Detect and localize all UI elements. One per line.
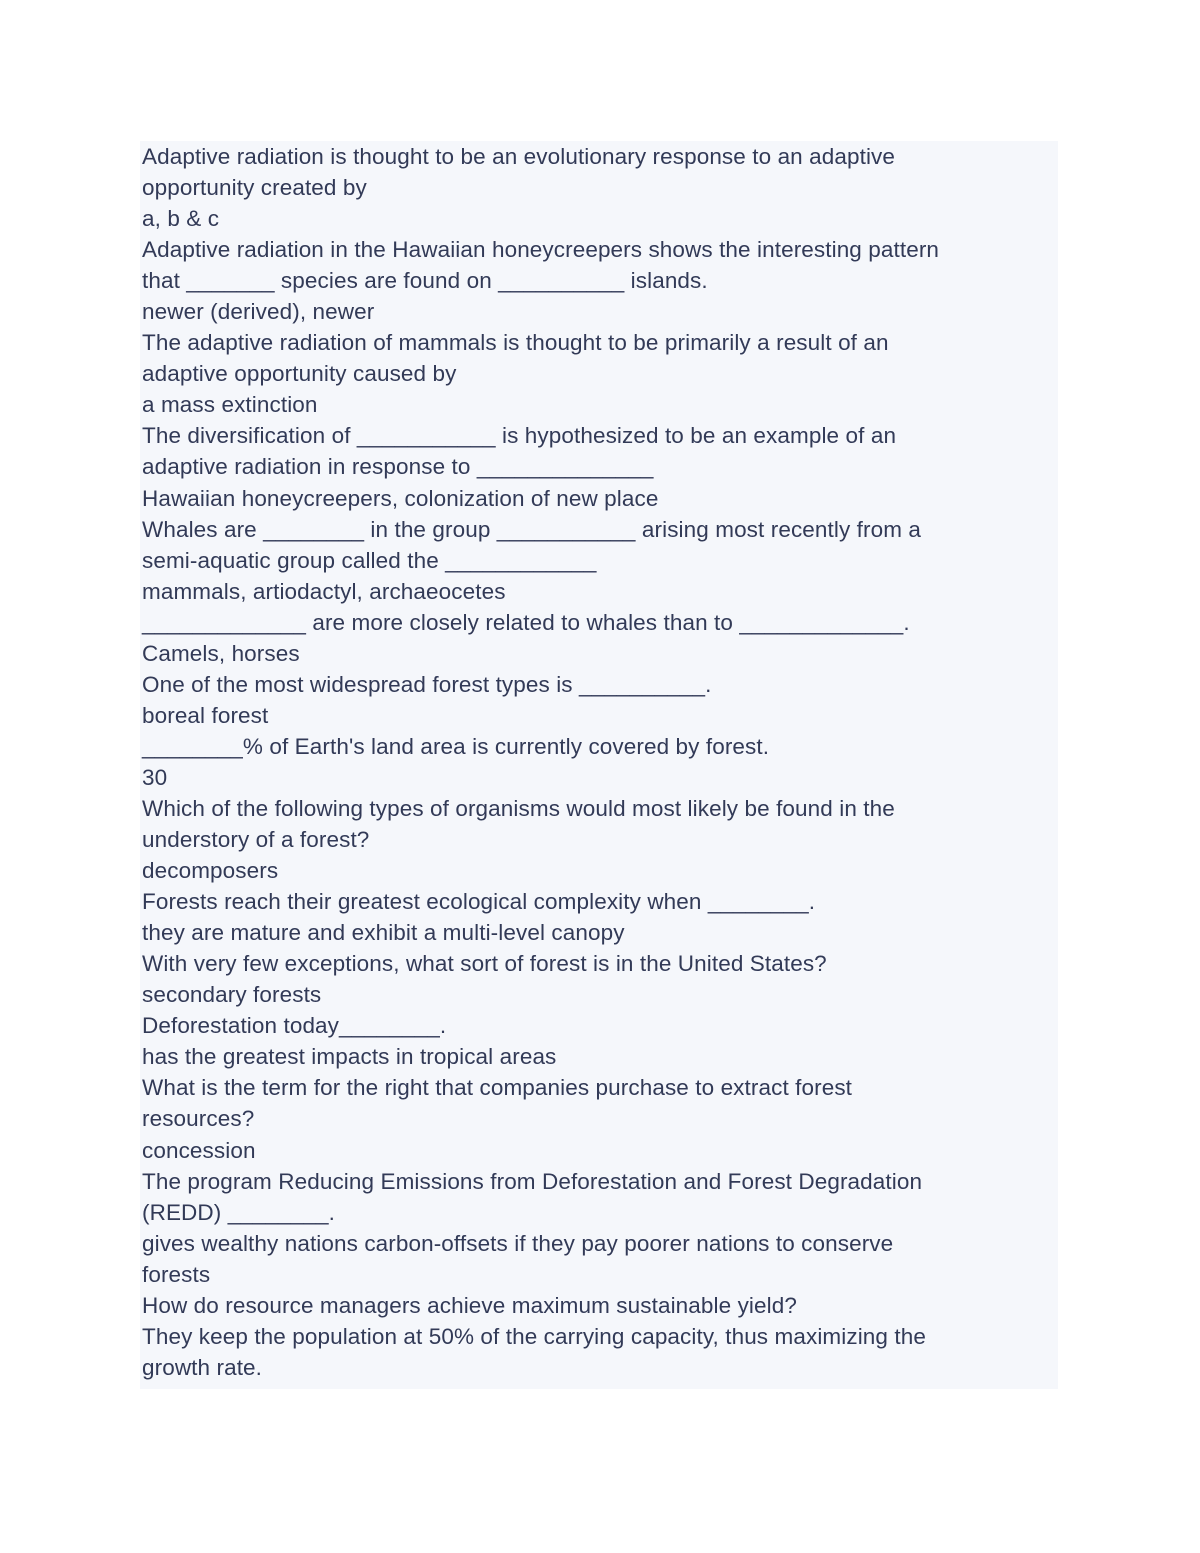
text-line: opportunity created by <box>142 175 367 201</box>
text-line: What is the term for the right that companies purchase to extract forest <box>142 1075 853 1101</box>
text-line: a mass extinction <box>142 392 318 418</box>
text-line: understory of a forest? <box>142 827 370 853</box>
text-line: Which of the following types of organisms would most likely be found in the <box>142 795 895 821</box>
text-line: _____________ are more closely related to whales than to _____________. <box>142 609 910 635</box>
text-line: Forests reach their greatest ecological complexity when ________. <box>142 889 816 915</box>
text-line: has the greatest impacts in tropical areas <box>142 1044 557 1070</box>
text-line: resources? <box>142 1106 255 1132</box>
text-line: ________% of Earth's land area is currently covered by forest. <box>142 733 770 759</box>
text-line: semi-aquatic group called the ____________ <box>142 547 597 573</box>
text-line: adaptive opportunity caused by <box>142 361 457 387</box>
text-line: adaptive radiation in response to ______________ <box>142 454 654 480</box>
text-line: they are mature and exhibit a multi-level canopy <box>142 920 625 946</box>
text-line: (REDD) ________. <box>142 1199 335 1225</box>
text-line: growth rate. <box>142 1354 263 1380</box>
text-line: concession <box>142 1137 256 1163</box>
text-line: The program Reducing Emissions from Deforestation and Forest Degradation <box>142 1168 923 1194</box>
text-line: The diversification of ___________ is hypothesized to be an example of an <box>142 423 897 449</box>
text-line: Adaptive radiation in the Hawaiian honeycreepers shows the interesting pattern <box>142 237 940 263</box>
text-line: secondary forests <box>142 982 322 1008</box>
text-line: Camels, horses <box>142 640 300 666</box>
text-line: newer (derived), newer <box>142 299 375 325</box>
text-line: gives wealthy nations carbon-offsets if they pay poorer nations to conserve <box>142 1230 894 1256</box>
text-line: forests <box>142 1261 211 1287</box>
text-line: How do resource managers achieve maximum sustainable yield? <box>142 1292 797 1318</box>
text-line: mammals, artiodactyl, archaeocetes <box>142 578 506 604</box>
text-line: a, b & c <box>142 206 220 232</box>
text-line: One of the most widespread forest types is __________. <box>142 671 712 697</box>
text-line: decomposers <box>142 858 279 884</box>
text-line: boreal forest <box>142 702 269 728</box>
text-line: With very few exceptions, what sort of forest is in the United States? <box>142 951 827 977</box>
text-line: that _______ species are found on __________ islands. <box>142 268 708 294</box>
text-line: Whales are ________ in the group ___________ arising most recently from a <box>142 516 922 542</box>
text-line: The adaptive radiation of mammals is thought to be primarily a result of an <box>142 330 889 356</box>
text-line: Deforestation today________. <box>142 1013 447 1039</box>
text-line: Adaptive radiation is thought to be an evolutionary response to an adaptive <box>142 144 896 169</box>
text-line: They keep the population at 50% of the carrying capacity, thus maximizing the <box>142 1323 926 1349</box>
text-line: Hawaiian honeycreepers, colonization of new place <box>142 485 659 511</box>
study-text-block <box>140 141 1058 1389</box>
text-line: 30 <box>142 764 168 790</box>
